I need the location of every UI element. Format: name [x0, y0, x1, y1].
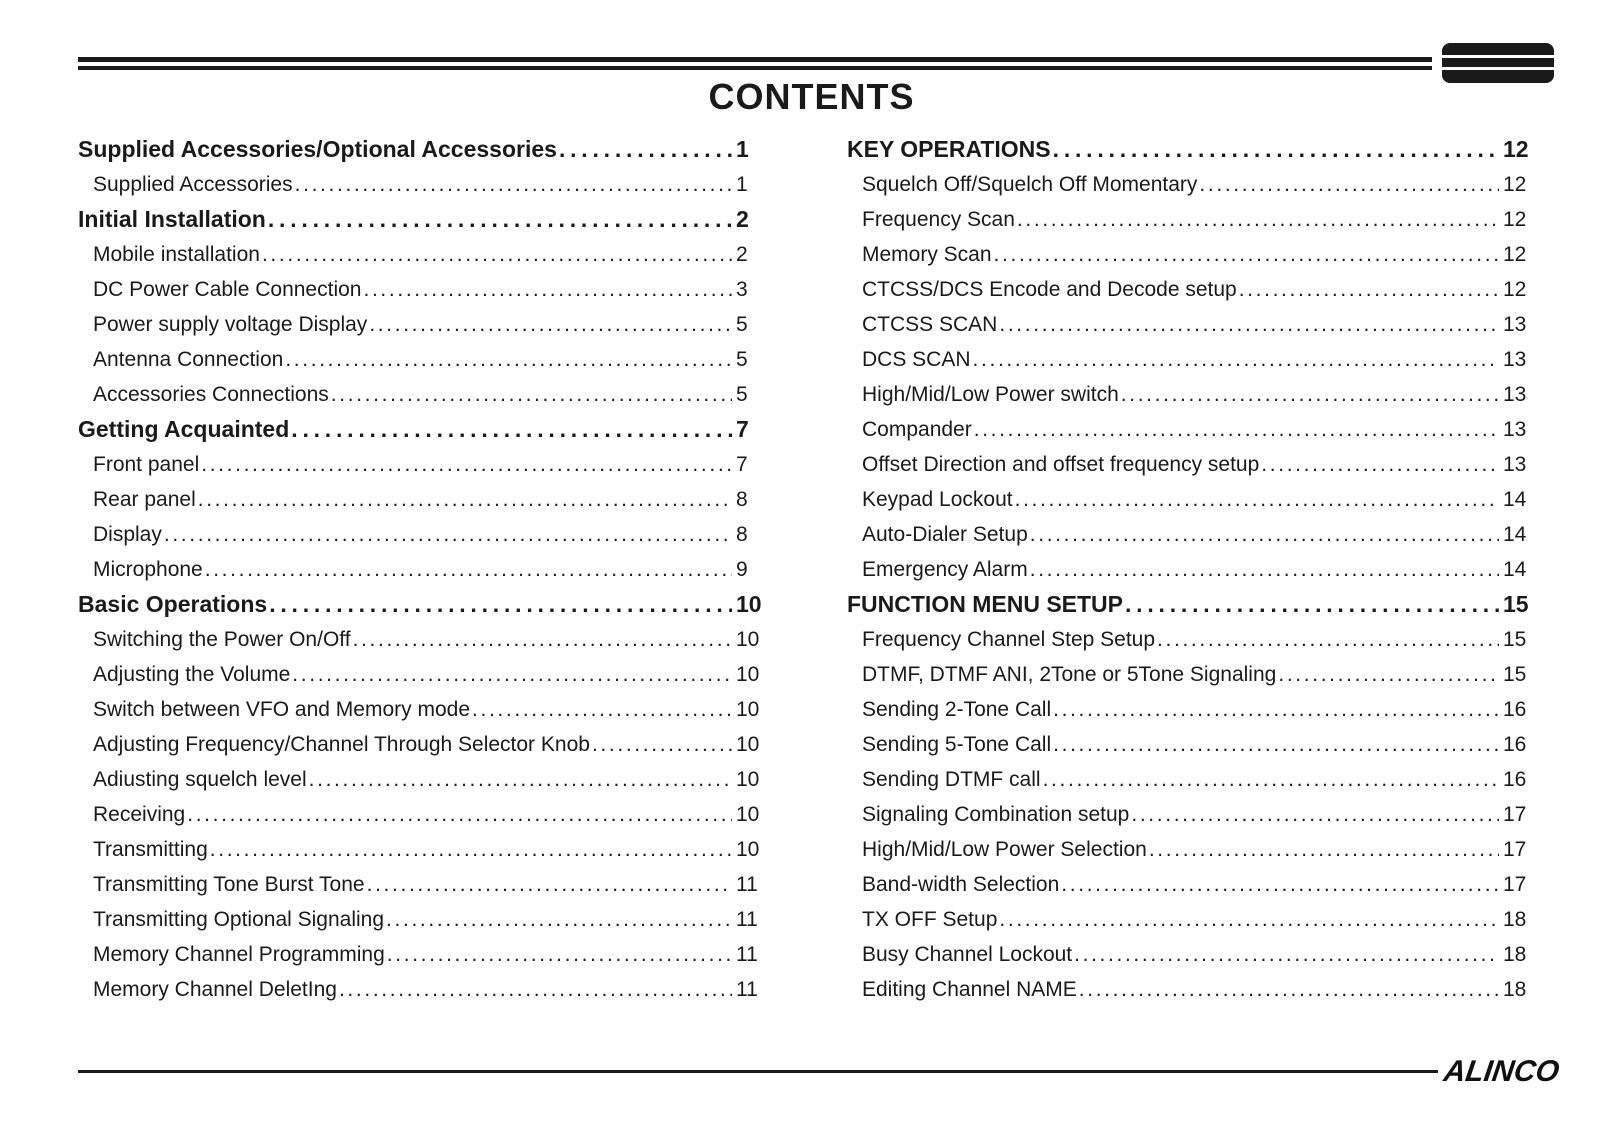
dot-leader: [1053, 692, 1499, 727]
toc-page-number: 13: [1503, 453, 1527, 476]
toc-item-entry[interactable]: [847, 342, 1533, 377]
toc-entry-title: CTCSS/DCS Encode and Decode setup: [862, 278, 1237, 301]
toc-item-entry[interactable]: [78, 727, 764, 762]
toc-page-number: 10: [736, 838, 760, 861]
toc-entry-title: Antenna Connection: [93, 348, 284, 371]
toc-page-number: 9: [736, 558, 748, 581]
toc-entry-title: Editing Channel NAME: [862, 978, 1077, 1001]
dot-leader: [1043, 762, 1499, 797]
toc-entry-title: Squelch Off/Squelch Off Momentary: [862, 173, 1198, 196]
toc-page-number: 14: [1503, 558, 1527, 581]
toc-page-number: 13: [1503, 313, 1527, 336]
toc-entry-title: Memory Channel Programming: [93, 943, 385, 966]
dot-leader: [205, 552, 732, 587]
toc-page-number: 17: [1503, 873, 1527, 896]
toc-page-number: 10: [736, 663, 760, 686]
dot-leader: [1125, 587, 1499, 622]
toc-page-number: 10: [736, 698, 760, 721]
dot-leader: [201, 447, 732, 482]
toc-page-number: 10: [736, 591, 762, 617]
dot-leader: [164, 517, 732, 552]
toc-right-column: [847, 132, 1533, 1007]
dot-leader: [198, 482, 732, 517]
dot-leader: [472, 692, 732, 727]
dot-leader: [1061, 867, 1499, 902]
toc-page-number: 12: [1503, 173, 1527, 196]
toc-entry-title: Offset Direction and offset frequency setup: [862, 453, 1260, 476]
toc-item-entry[interactable]: [78, 552, 764, 587]
toc-entry-title: Display: [93, 523, 162, 546]
toc-item-entry[interactable]: [78, 272, 764, 307]
toc-entry-title: DCS SCAN: [862, 348, 971, 371]
toc-item-entry[interactable]: [78, 482, 764, 517]
dot-leader: [1149, 832, 1499, 867]
toc-item-entry[interactable]: [78, 867, 764, 902]
toc-item-entry[interactable]: [847, 272, 1533, 307]
toc-page-number: 15: [1503, 628, 1527, 651]
toc-entry-title: Receiving: [93, 803, 186, 826]
toc-item-entry[interactable]: [847, 377, 1533, 412]
toc-page-number: 11: [736, 978, 758, 1001]
toc-item-entry[interactable]: [78, 307, 764, 342]
toc-entry-title: Busy Channel Lockout: [862, 943, 1073, 966]
toc-entry-title: Mobile installation: [93, 243, 260, 266]
toc-page-number: 18: [1503, 908, 1527, 931]
toc-entry-title: Sending DTMF call: [862, 768, 1041, 791]
toc-item-entry[interactable]: [78, 517, 764, 552]
toc-item-entry[interactable]: [78, 342, 764, 377]
dot-leader: [1157, 622, 1499, 657]
toc-section-entry[interactable]: [847, 587, 1533, 622]
toc-page-number: 16: [1503, 698, 1527, 721]
toc-item-entry[interactable]: [78, 832, 764, 867]
toc-item-entry[interactable]: [847, 657, 1533, 692]
toc-page-number: 1: [736, 136, 749, 162]
dot-leader: [974, 412, 1499, 447]
dot-leader: [1261, 447, 1499, 482]
toc-page-number: 11: [736, 873, 758, 896]
toc-page-number: 14: [1503, 488, 1527, 511]
toc-entry-title: TX OFF Setup: [862, 908, 998, 931]
dot-leader: [1278, 657, 1499, 692]
toc-entry-title: Memory Channel DeletIng: [93, 978, 337, 1001]
brand-logo: ALINCO: [1441, 1055, 1562, 1088]
dot-leader: [262, 237, 732, 272]
toc-item-entry[interactable]: [78, 762, 764, 797]
page-title: CONTENTS: [708, 76, 915, 117]
toc-entry-title: Front panel: [93, 453, 200, 476]
toc-item-entry[interactable]: [78, 622, 764, 657]
toc-page-number: 11: [736, 943, 758, 966]
toc-item-entry[interactable]: [847, 167, 1533, 202]
toc-page-number: 12: [1503, 136, 1529, 162]
toc-page-number: 15: [1503, 663, 1527, 686]
dot-leader: [387, 937, 732, 972]
toc-page-number: 16: [1503, 733, 1527, 756]
toc-entry-title: Sending 5-Tone Call: [862, 733, 1052, 756]
toc-item-entry[interactable]: [78, 692, 764, 727]
toc-item-entry[interactable]: [78, 167, 764, 202]
dot-leader: [1030, 517, 1499, 552]
toc-section-entry[interactable]: [78, 202, 764, 237]
toc-item-entry[interactable]: [847, 797, 1533, 832]
toc-page-number: 11: [736, 908, 758, 931]
toc-entry-title: KEY OPERATIONS: [847, 136, 1051, 162]
toc-page-number: 8: [736, 523, 748, 546]
header-rule-bottom: [78, 66, 1432, 70]
toc-item-entry[interactable]: [78, 657, 764, 692]
toc-item-entry[interactable]: [847, 482, 1533, 517]
dot-leader: [268, 202, 732, 237]
dot-leader: [187, 797, 732, 832]
dot-leader: [309, 762, 732, 797]
toc-entry-title: Transmitting Optional Signaling: [93, 908, 385, 931]
dot-leader: [1239, 272, 1499, 307]
toc-page-number: 2: [736, 206, 749, 232]
toc-item-entry[interactable]: [847, 972, 1533, 1007]
toc-page-number: 18: [1503, 943, 1527, 966]
dot-leader: [367, 867, 732, 902]
toc-item-entry[interactable]: [78, 972, 764, 1007]
toc-entry-title: Getting Acquainted: [78, 416, 290, 442]
toc-entry-title: CTCSS SCAN: [862, 313, 998, 336]
toc-entry-title: Adjusting the Volume: [93, 663, 291, 686]
dot-leader: [269, 587, 732, 622]
toc-page-number: 12: [1503, 243, 1527, 266]
toc-item-entry[interactable]: [847, 412, 1533, 447]
dot-leader: [295, 167, 732, 202]
dot-leader: [999, 902, 1499, 937]
toc-page-number: 15: [1503, 591, 1529, 617]
dot-leader: [291, 412, 732, 447]
toc-section-entry[interactable]: [78, 587, 764, 622]
toc-item-entry[interactable]: [847, 692, 1533, 727]
toc-item-entry[interactable]: [847, 237, 1533, 272]
toc-item-entry[interactable]: [78, 447, 764, 482]
dot-leader: [1131, 797, 1499, 832]
dot-leader: [1053, 132, 1499, 167]
toc-page-number: 3: [736, 278, 748, 301]
dot-leader: [369, 307, 732, 342]
toc-item-entry[interactable]: [847, 517, 1533, 552]
dot-leader: [1015, 482, 1499, 517]
toc-entry-title: DTMF, DTMF ANI, 2Tone or 5Tone Signaling: [862, 663, 1277, 686]
toc-entry-title: Power supply voltage Display: [93, 313, 368, 336]
toc-entry-title: Band-width Selection: [862, 873, 1060, 896]
toc-entry-title: Auto-Dialer Setup: [862, 523, 1028, 546]
toc-entry-title: High/Mid/Low Power Selection: [862, 838, 1147, 861]
toc-entry-title: Compander: [862, 418, 972, 441]
toc-entry-title: Keypad Lockout: [862, 488, 1013, 511]
toc-entry-title: Emergency Alarm: [862, 558, 1028, 581]
dot-leader: [1079, 972, 1499, 1007]
dot-leader: [363, 272, 732, 307]
toc-page-number: 14: [1503, 523, 1527, 546]
dot-leader: [386, 902, 732, 937]
toc-item-entry[interactable]: [78, 902, 764, 937]
toc-item-entry[interactable]: [78, 797, 764, 832]
toc-item-entry[interactable]: [847, 867, 1533, 902]
toc-entry-title: Supplied Accessories: [93, 173, 293, 196]
toc-entry-title: Frequency Scan: [862, 208, 1015, 231]
toc-entry-title: Transmitting: [93, 838, 208, 861]
toc-item-entry[interactable]: [847, 307, 1533, 342]
toc-entry-title: Memory Scan: [862, 243, 992, 266]
toc-entry-title: Switching the Power On/Off: [93, 628, 351, 651]
toc-page-number: 7: [736, 416, 749, 442]
toc-entry-title: Microphone: [93, 558, 203, 581]
dot-leader: [973, 342, 1499, 377]
toc-page-number: 13: [1503, 418, 1527, 441]
toc-entry-title: Supplied Accessories/Optional Accessories: [78, 136, 557, 162]
toc-entry-title: Rear panel: [93, 488, 196, 511]
toc-item-entry[interactable]: [847, 762, 1533, 797]
toc-item-entry[interactable]: [847, 447, 1533, 482]
dot-leader: [339, 972, 732, 1007]
toc-item-entry[interactable]: [847, 937, 1533, 972]
dot-leader: [353, 622, 732, 657]
toc-section-entry[interactable]: [847, 132, 1533, 167]
toc-item-entry[interactable]: [847, 832, 1533, 867]
toc-entry-title: Switch between VFO and Memory mode: [93, 698, 470, 721]
toc-item-entry[interactable]: [78, 237, 764, 272]
dot-leader: [1074, 937, 1499, 972]
toc-page-number: 10: [736, 803, 760, 826]
toc-page-number: 16: [1503, 768, 1527, 791]
toc-item-entry[interactable]: [847, 622, 1533, 657]
toc-entry-title: High/Mid/Low Power switch: [862, 383, 1119, 406]
toc-entry-title: Frequency Channel Step Setup: [862, 628, 1156, 651]
toc-entry-title: Adjusting Frequency/Channel Through Selector Knob: [93, 733, 590, 756]
toc-page-number: 12: [1503, 278, 1527, 301]
toc-page-number: 10: [736, 768, 760, 791]
toc-page-number: 7: [736, 453, 748, 476]
toc-item-entry[interactable]: [847, 727, 1533, 762]
dot-leader: [1199, 167, 1499, 202]
dot-leader: [1017, 202, 1499, 237]
dot-leader: [559, 132, 732, 167]
dot-leader: [1121, 377, 1499, 412]
dot-leader: [592, 727, 732, 762]
toc-left-column: [78, 132, 764, 1007]
toc-page-number: 18: [1503, 978, 1527, 1001]
toc-entry-title: FUNCTION MENU SETUP: [847, 591, 1123, 617]
toc-entry-title: Transmitting Tone Burst Tone: [93, 873, 365, 896]
toc-page-number: 10: [736, 733, 760, 756]
toc-page-number: 5: [736, 348, 748, 371]
dot-leader: [292, 657, 732, 692]
dot-leader: [285, 342, 732, 377]
toc-page-number: 10: [736, 628, 760, 651]
dot-leader: [999, 307, 1499, 342]
footer-rule: [78, 1070, 1438, 1073]
dot-leader: [210, 832, 732, 867]
toc-item-entry[interactable]: [847, 552, 1533, 587]
dot-leader: [1053, 727, 1499, 762]
toc-entry-title: Initial Installation: [78, 206, 266, 232]
toc-item-entry[interactable]: [847, 902, 1533, 937]
toc-page-number: 5: [736, 383, 748, 406]
toc-entry-title: Accessories Connections: [93, 383, 329, 406]
toc-page-number: 13: [1503, 383, 1527, 406]
toc-entry-title: Basic Operations: [78, 591, 268, 617]
toc-section-entry[interactable]: [78, 412, 764, 447]
toc-entry-title: Adiusting squelch level: [93, 768, 307, 791]
dot-leader: [994, 237, 1499, 272]
toc-page-number: 2: [736, 243, 748, 266]
header-rule-top: [78, 57, 1432, 62]
toc-section-entry[interactable]: [78, 132, 764, 167]
dot-leader: [1030, 552, 1499, 587]
toc-page-number: 8: [736, 488, 748, 511]
toc-item-entry[interactable]: [847, 202, 1533, 237]
dot-leader: [331, 377, 732, 412]
toc-entry-title: Signaling Combination setup: [862, 803, 1130, 826]
toc-item-entry[interactable]: [78, 377, 764, 412]
toc-page-number: 5: [736, 313, 748, 336]
toc-entry-title: Sending 2-Tone Call: [862, 698, 1052, 721]
toc-page-number: 1: [736, 173, 748, 196]
toc-page-number: 13: [1503, 348, 1527, 371]
toc-page-number: 17: [1503, 838, 1527, 861]
toc-page-number: 12: [1503, 208, 1527, 231]
toc-item-entry[interactable]: [78, 937, 764, 972]
toc-page-number: 17: [1503, 803, 1527, 826]
toc-entry-title: DC Power Cable Connection: [93, 278, 362, 301]
